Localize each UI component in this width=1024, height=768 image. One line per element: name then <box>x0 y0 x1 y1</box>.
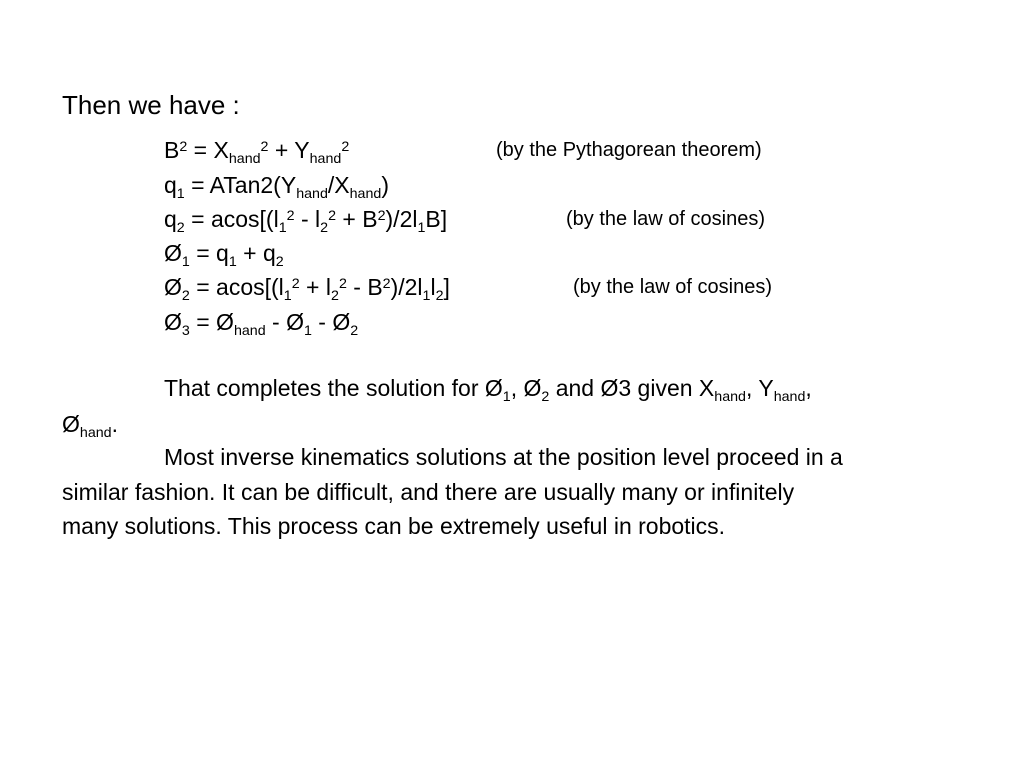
eq3-text: + B <box>336 206 378 232</box>
eq2-text: ) <box>381 172 389 198</box>
eq4-text: = q <box>189 240 229 266</box>
completion-text: , Y <box>745 375 774 401</box>
completion-text: , Ø <box>510 375 542 401</box>
equation-b-squared <box>164 136 350 167</box>
eq5-sub: 2 <box>435 287 444 304</box>
eq6-text: Ø <box>164 309 182 335</box>
eq4-sub: 2 <box>275 253 284 270</box>
eq1-sub: hand <box>309 150 342 167</box>
eq3-sub: 1 <box>417 219 426 236</box>
eq3-text: - l <box>294 206 321 232</box>
paragraph-line-1: Most inverse kinematics solutions at the position level proceed in a <box>164 444 843 470</box>
eq1-text: = X <box>187 137 229 163</box>
eq3-sup: 2 <box>286 208 295 225</box>
completion-text: , <box>805 375 812 401</box>
eq2-sub: hand <box>349 185 382 202</box>
eq2-sub: hand <box>296 185 328 202</box>
heading: Then we have : <box>62 90 240 120</box>
eq4-text: + q <box>236 240 276 266</box>
eq4-sub: 1 <box>181 253 190 270</box>
equation-phi3 <box>164 308 359 339</box>
eq5-sup: 2 <box>291 276 300 293</box>
eq3-text: = acos[(l <box>184 206 279 232</box>
eq5-sup: 2 <box>338 276 347 293</box>
eq5-sub: 2 <box>181 287 190 304</box>
eq5-text: - B <box>346 274 383 300</box>
eq1-sup: 2 <box>260 139 269 156</box>
eq1-text: + Y <box>268 137 310 163</box>
eq2-text: q <box>164 172 177 198</box>
eq6-sub: 3 <box>181 322 190 339</box>
eq3-text: B] <box>425 206 448 232</box>
eq5-text: )/2l <box>390 274 423 300</box>
eq5-sub: 2 <box>331 287 339 304</box>
eq3-sub: 2 <box>176 219 185 236</box>
completion-sub: hand <box>79 424 112 441</box>
eq6-text: = Ø <box>189 309 234 335</box>
completion-text: and Ø3 given X <box>549 375 715 401</box>
paragraph-line-3: many solutions. This process can be extremely useful in robotics. <box>62 513 726 539</box>
eq6-text: - Ø <box>311 309 351 335</box>
note-law-of-cosines: (by the law of cosines) <box>566 208 765 230</box>
completion-line <box>164 374 812 405</box>
eq3-sup: 2 <box>328 208 337 225</box>
completion-text: . <box>111 411 118 437</box>
equation-q1 <box>164 171 389 202</box>
eq5-text: Ø <box>164 274 182 300</box>
eq6-sub: hand <box>233 322 266 339</box>
eq5-text: ] <box>443 274 450 300</box>
eq5-text: = acos[(l <box>189 274 284 300</box>
eq1-sup: 2 <box>179 139 188 156</box>
eq3-text: )/2l <box>385 206 418 232</box>
note-pythagorean: (by the Pythagorean theorem) <box>496 139 762 161</box>
completion-sub: hand <box>714 388 746 405</box>
eq1-text: B <box>164 137 180 163</box>
eq5-sub: 1 <box>283 287 292 304</box>
eq2-text: /X <box>327 172 350 198</box>
eq4-sub: 1 <box>228 253 237 270</box>
eq1-sub: hand <box>228 150 261 167</box>
eq5-sub: 1 <box>422 287 431 304</box>
equation-q2 <box>164 205 448 236</box>
eq3-sub: 1 <box>278 219 287 236</box>
completion-text: That completes the solution for Ø <box>164 375 503 401</box>
equation-phi2 <box>164 273 450 304</box>
eq2-sub: 1 <box>176 185 185 202</box>
eq3-text: q <box>164 206 177 232</box>
eq6-sub: 1 <box>303 322 312 339</box>
eq6-sub: 2 <box>350 322 359 339</box>
paragraph-line-2: similar fashion. It can be difficult, and there are usually many or infinitely <box>62 479 795 505</box>
eq5-text: + l <box>299 274 331 300</box>
eq3-sup: 2 <box>377 208 386 225</box>
eq2-text: = ATan2(Y <box>184 172 297 198</box>
completion-line-continued <box>62 410 118 441</box>
completion-text: Ø <box>62 411 80 437</box>
equation-phi1 <box>164 239 284 270</box>
eq5-text: l <box>430 274 436 300</box>
completion-sub: 1 <box>502 388 511 405</box>
note-law-of-cosines: (by the law of cosines) <box>573 276 772 298</box>
eq6-text: - Ø <box>265 309 304 335</box>
completion-sub: 2 <box>541 388 550 405</box>
eq1-sup: 2 <box>341 139 350 156</box>
completion-sub: hand <box>773 388 806 405</box>
eq5-sup: 2 <box>382 276 391 293</box>
eq3-sub: 2 <box>320 219 329 236</box>
eq4-text: Ø <box>164 240 182 266</box>
